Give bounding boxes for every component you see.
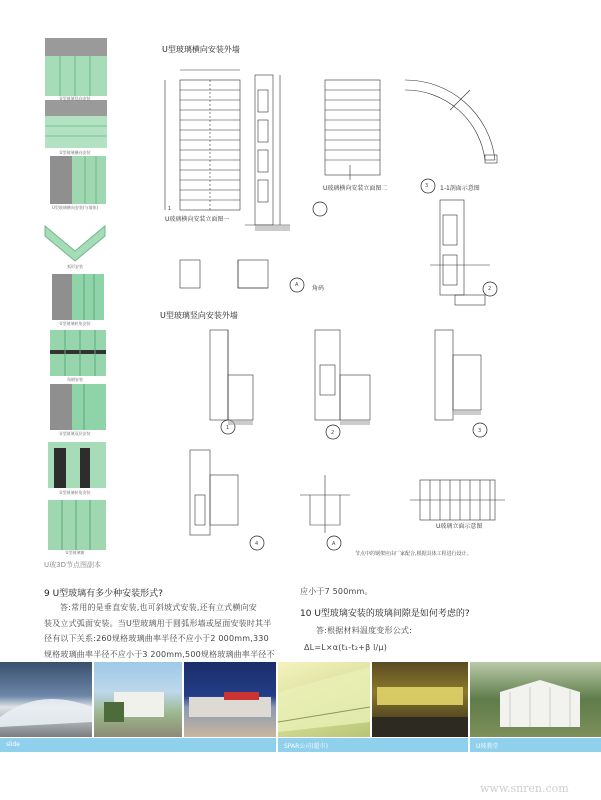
elevation-2-caption: U玻璃横向安装立面图二: [323, 185, 388, 192]
tile-1: [45, 38, 107, 96]
tile-caption: U型玻璃竖向安装: [59, 96, 91, 101]
circle-label-3b: 3: [478, 428, 482, 434]
caption-bar-left: [0, 738, 276, 752]
question-9: 9 U型玻璃有多少种安装形式?: [44, 589, 163, 599]
photo-slide-2: [94, 662, 182, 737]
photo-slide-1: [0, 662, 92, 737]
glass-3d-illustrations: [40, 38, 110, 558]
tile-caption: U型玻璃转角安装: [59, 490, 91, 495]
caption-bar-right: [470, 738, 601, 752]
answer-9-line: 径有以下关系:260规格玻璃曲率半径不应小于2 000mm,330: [44, 634, 269, 643]
tile-7: [50, 384, 106, 430]
drawing-footnote: 节点中的钢架应由厂家配合,根据具体工程进行设计。: [355, 551, 472, 557]
tile-caption: U型玻璃转角安装: [59, 321, 91, 326]
circle-label-3: 3: [425, 183, 429, 189]
circle-label-A: A: [295, 282, 299, 288]
tile-2: [45, 100, 107, 148]
watermark: www.snren.com: [480, 782, 569, 795]
tile-caption: U型玻璃窗: [65, 550, 85, 555]
tile-caption: U型玻璃横向安装(与墙体): [51, 205, 99, 210]
caption-spar: SPAR公司(超市): [284, 743, 328, 750]
photo-slide-3: [184, 662, 276, 737]
tile-caption: 弧形安装: [67, 264, 83, 269]
answer-9-line: 答:常用的是垂直安装,也可斜坡式安装,还有立式横向安: [60, 603, 257, 612]
caption-church: U玻教堂: [476, 743, 499, 750]
tile-9: [48, 500, 106, 550]
answer-9-continued: 应小于7 500mm。: [300, 587, 373, 596]
photo-band: [0, 662, 601, 737]
elevation-1-lines: [180, 80, 240, 210]
circle-label-4: 4: [255, 541, 259, 547]
section-caption: 1-1剖面示意图: [440, 185, 480, 192]
tile-6: [50, 330, 106, 376]
circle-label-2: 2: [488, 286, 492, 292]
circle-label-A2: A: [332, 541, 336, 547]
tile-caption: U型玻璃双层安装: [59, 431, 91, 436]
answer-10-intro: 答:根据材料温度变形公式:: [316, 626, 412, 635]
photo-spar-1: [278, 662, 370, 737]
tile-4: [45, 226, 105, 261]
caption-slide: slide: [6, 741, 20, 748]
caption-bar-middle: [278, 738, 468, 752]
tile-5: [52, 274, 104, 320]
vertical-elevation-caption: U玻璃立面示意图: [436, 523, 483, 530]
tile-8: [48, 442, 106, 488]
answer-9-line: 装及立式弧面安装。当U型玻璃用于圆弧形墙或屋面安装时其半: [44, 618, 272, 628]
horizontal-install-title: U型玻璃横向安装外墙: [162, 45, 240, 54]
circle-label-1: 1: [168, 206, 172, 212]
photo-church: [470, 662, 601, 737]
tile-caption: U型玻璃横向安装: [59, 150, 91, 155]
tile-caption: 角钢安装: [67, 377, 83, 382]
answer-9-line: 规格玻璃曲率半径不应小于3 200mm,500规格玻璃曲率半径不: [44, 649, 275, 659]
install-drawings: [150, 55, 595, 555]
node-3d-caption: U玻3D节点图副本: [44, 561, 101, 569]
answer-9: [44, 600, 294, 662]
photo-spar-2: [372, 662, 468, 737]
corner-caption: 角码: [312, 285, 325, 292]
elevation-1-caption: U玻璃横向安装立面图一: [165, 216, 230, 223]
circle-label-1b: 1: [226, 425, 230, 431]
tile-3: [50, 156, 106, 204]
question-10: 10 U型玻璃安装的玻璃间隙是如何考虑的?: [300, 609, 470, 619]
circle-label-2b: 2: [331, 430, 335, 436]
vertical-install-title: U型玻璃竖向安装外墙: [160, 311, 238, 320]
node-3d-column: [40, 38, 110, 558]
answer-10-formula: ΔL=L×α(t₁-t₂+β l/μ): [304, 643, 388, 652]
